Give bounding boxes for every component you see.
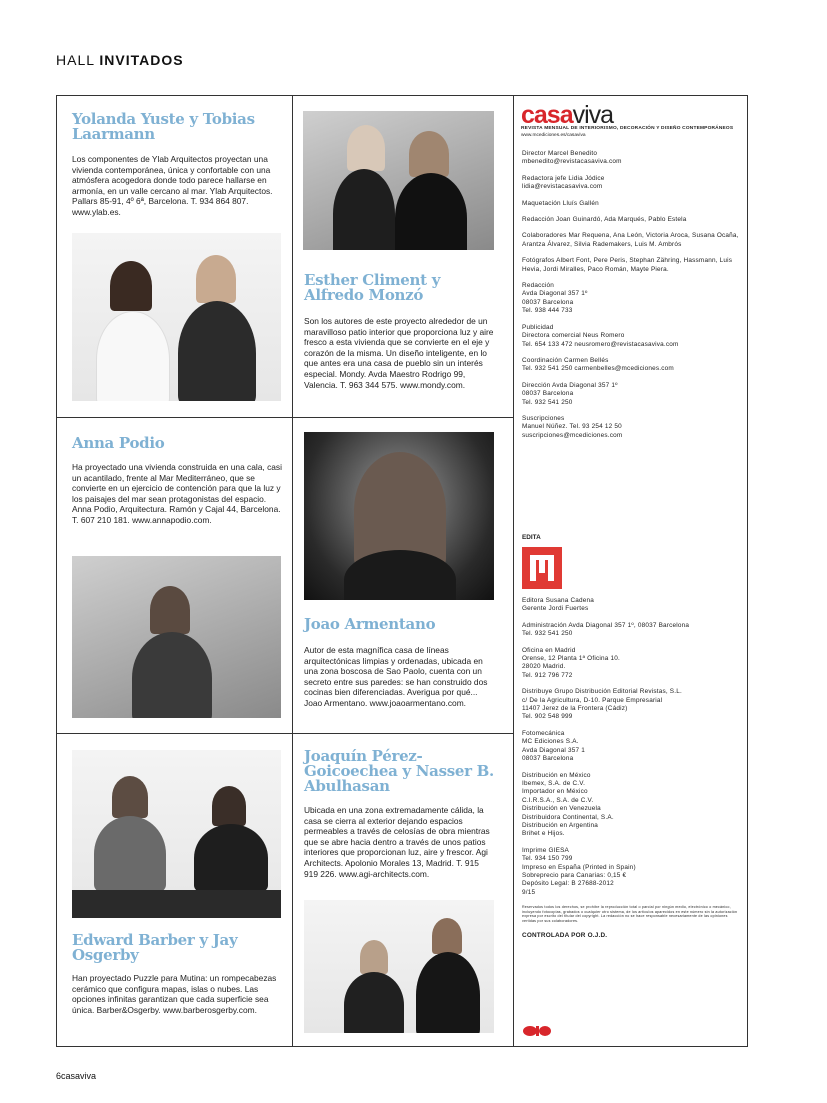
person-head-shape: [110, 261, 152, 311]
publisher-label: EDITA: [522, 534, 541, 541]
publisher-logo: [522, 547, 562, 589]
person-body-shape: [94, 816, 166, 892]
ojd-logo: [522, 1024, 552, 1036]
credit-entry: Editora Susana Cadena Gerente Jordi Fuertes: [522, 597, 595, 613]
credits-block: [522, 150, 742, 448]
magazine-logo: [521, 101, 614, 129]
person-head-shape: [432, 918, 462, 954]
credits-block-2: [522, 597, 742, 948]
credit-entry: Fotomecánica MC Ediciones S.A. Avda Diagonal 357 1 08037 Barcelona: [522, 729, 586, 763]
legal-notice: Reservados todos los derechos, se prohíbe la reproducción total o parcial por ningún medio, electrónico o mecánico, incluyendo fotocopias, grabados o cualquier otro sistema, de los artículos aparecidos en este número sin la autorización expresa por escrito del titular del copyright. La redacción no se hace responsable necesariamente de las opiniones vertidas por sus colaboradores.: [522, 905, 738, 923]
guest-photo: [304, 432, 494, 600]
credit-entry: Redactora jefe Lidia Jódice lidia@revistacasaviva.com: [522, 174, 605, 191]
person-body-shape: [132, 632, 212, 718]
row-divider-2: [57, 733, 513, 734]
credit-entry: Publicidad Directora comercial Neus Romero Tel. 654 133 472 neusromero@revistacasaviva.com: [522, 323, 679, 348]
credit-entry: Dirección Avda Diagonal 357 1º 08037 Barcelona Tel. 932 541 250: [522, 381, 618, 406]
section-header: [56, 52, 184, 68]
guest-description: Los componentes de Ylab Arquitectos proyectan una vivienda contemporánea, única y confortable con una atmósfera acogedora donde todo parece hallarse en armonía, en un valle cercano al mar. Ylab Arquitectos. Pallars 85-91, 4º 6ª, Barcelona. T. 934 864 807. www.ylab.es.: [72, 154, 273, 217]
section-label: HALL: [56, 52, 95, 68]
logo-casa: casa: [521, 101, 573, 129]
guest-name: Edward Barber y Jay Osgerby: [72, 931, 238, 964]
column-divider-1: [292, 96, 293, 1047]
table-shape: [72, 890, 281, 918]
guest-description: Autor de esta magnífica casa de líneas arquitectónicas limpias y ordenadas, ubicada en una zona boscosa de Sao Paolo, cuenta con un secreto entre sus paredes: se han construido dos cocinas bien diferenciadas. Averigua por qué... Joao Armentano. www.joaoarmentano.com.: [304, 645, 488, 708]
guest-photo: [72, 750, 281, 918]
magazine-url: www.mcediciones.es/casaviva: [521, 133, 586, 138]
credit-entry: Distribuye Grupo Distribución Editorial Revistas, S.L. c/ De la Agricultura, D-10. Parque Empresarial 11407 Jerez de la Frontera (Cádiz) Tel. 902 548 999: [522, 688, 682, 721]
mc-logo-icon: [522, 547, 562, 589]
magazine-tagline: REVISTA MENSUAL DE INTERIORISMO, DECORACIÓN Y DISEÑO CONTEMPORÁNEOS: [521, 126, 734, 131]
person-head-shape: [196, 255, 236, 303]
credit-entry: Suscripciones Manuel Núñez. Tel. 93 254 12 50 suscripciones@mcediciones.com: [522, 414, 623, 439]
guest-photo: [72, 233, 281, 401]
credit-entry: Administración Avda Diagonal 357 1º, 08037 Barcelona Tel. 932 541 250: [522, 621, 690, 638]
person-body-shape: [194, 824, 268, 892]
guest-name: Yolanda Yuste y Tobias Laarmann: [72, 110, 255, 143]
guest-description: Son los autores de este proyecto alrededor de un maravilloso patio interior que proporciona luz y aire fresco a esta vivienda que se convierte en el eje y corazón de la misma. Un diseño inteligente, en lo que antes era una casa de pueblo sin un interés especial. Mondy. Avda Maestro Rodrigo 99, Valencia. T. 963 344 575. www.mondy.com.: [304, 316, 494, 390]
guest-description: Ha proyectado una vivienda construida en una cala, casi un acantilado, frente al Mar Mediterráneo, que se convierte en un ejercicio de contención para que la luz y los paisajes del mar sean protagonistas del espacio. Anna Podio, Arquitectura. Ramón y Cajal 44, Barcelona. T. 607 210 181. www.annapodio.com.: [72, 462, 282, 525]
guest-photo: [304, 900, 494, 1033]
credit-entry: Coordinación Carmen Bellés Tel. 932 541 250 carmenbelles@mcediciones.com: [522, 356, 674, 373]
person-body-shape: [96, 311, 170, 401]
guest-photo: [303, 111, 494, 250]
ojd-logo-icon: [522, 1025, 552, 1037]
credit-entry: Imprime GIESA Tel. 934 150 799 Impreso en España (Printed in Spain) Sobreprecio para Canarias: 0,15 € Depósito Legal: B 27688-2012 9/15: [522, 846, 636, 896]
credit-entry: Redacción Joan Guinardó, Ada Marqués, Pablo Estela: [522, 216, 687, 224]
guest-name: Anna Podio: [72, 434, 165, 452]
guest-photo: [72, 556, 281, 718]
credit-entry: Oficina en Madrid Orense, 12 Planta 1ª Oficina 10. 28020 Madrid. Tel. 912 796 772: [522, 646, 620, 679]
section-title: INVITADOS: [99, 52, 184, 68]
credit-entry: Redacción Avda Diagonal 357 1º 08037 Barcelona Tel. 938 444 733: [522, 282, 588, 315]
guest-name: Joao Armentano: [304, 615, 436, 633]
page-number: 6: [56, 1071, 62, 1081]
credit-entry: Maquetación Lluís Gallén: [522, 199, 599, 207]
credit-entry: Distribución en México Ibemex, S.A. de C.V. Importador en México C.I.R.S.A., S.A. de C.V. Distribución en Venezuela Distribuidora Continental, S.A. Distribución en Argentina Brihet e Hijos.: [522, 771, 614, 838]
person-body-shape: [395, 173, 467, 250]
guest-description: Han proyectado Puzzle para Mutina: un rompecabezas cerámico que configura mapas, islas o nubes. Las opciones infinitas garantizan que cada superficie sea única. Barber&Osgerby. www.barberosgerby.com.: [72, 973, 277, 1015]
guest-name: Joaquín Pérez-Goicoechea y Nasser B. Abulhasan: [304, 747, 494, 795]
person-head-shape: [112, 776, 148, 818]
person-head-shape: [347, 125, 385, 171]
person-body-shape: [416, 952, 480, 1033]
person-head-shape: [150, 586, 190, 634]
person-head-shape: [360, 940, 388, 974]
logo-viva: viva: [572, 101, 614, 129]
ojd-label: CONTROLADA POR O.J.D.: [522, 931, 608, 939]
column-divider-2: [513, 96, 514, 1047]
footer-brand: casaviva: [61, 1071, 97, 1081]
credit-entry: Colaboradores Mar Requena, Ana León, Victoria Aroca, Susana Ocaña, Arantza Álvarez, Silvia Rademakers, Luis M. Ambrós: [522, 232, 739, 248]
person-head-shape: [212, 786, 246, 826]
guest-description: Ubicada en una zona extremadamente cálida, la casa se cierra al exterior dejando espacios permeables a través de celosías de obra mientras que se abre hacia dentro a través de unos patios interiores que proporcionan luz, aire y frescor. Agi Architects. Apolonio Morales 13, Madrid. T. 915 919 226. www.agi-architects.com.: [304, 805, 490, 879]
credit-entry: Director Marcel Benedito mbenedito@revistacasaviva.com: [522, 150, 622, 166]
person-head-shape: [409, 131, 449, 177]
row-divider-1: [57, 417, 513, 418]
person-body-shape: [333, 169, 395, 250]
page-footer: [56, 1071, 96, 1081]
credit-entry: Fotógrafos Albert Font, Pere Peris, Stephan Zähring, Hassmann, Luis Hevia, Jordi Miralles, Paco Román, Mayte Piera.: [522, 257, 733, 273]
person-body-shape: [344, 972, 404, 1033]
guest-name: Esther Climent y Alfredo Monzó: [304, 271, 441, 304]
person-body-shape: [178, 301, 256, 401]
